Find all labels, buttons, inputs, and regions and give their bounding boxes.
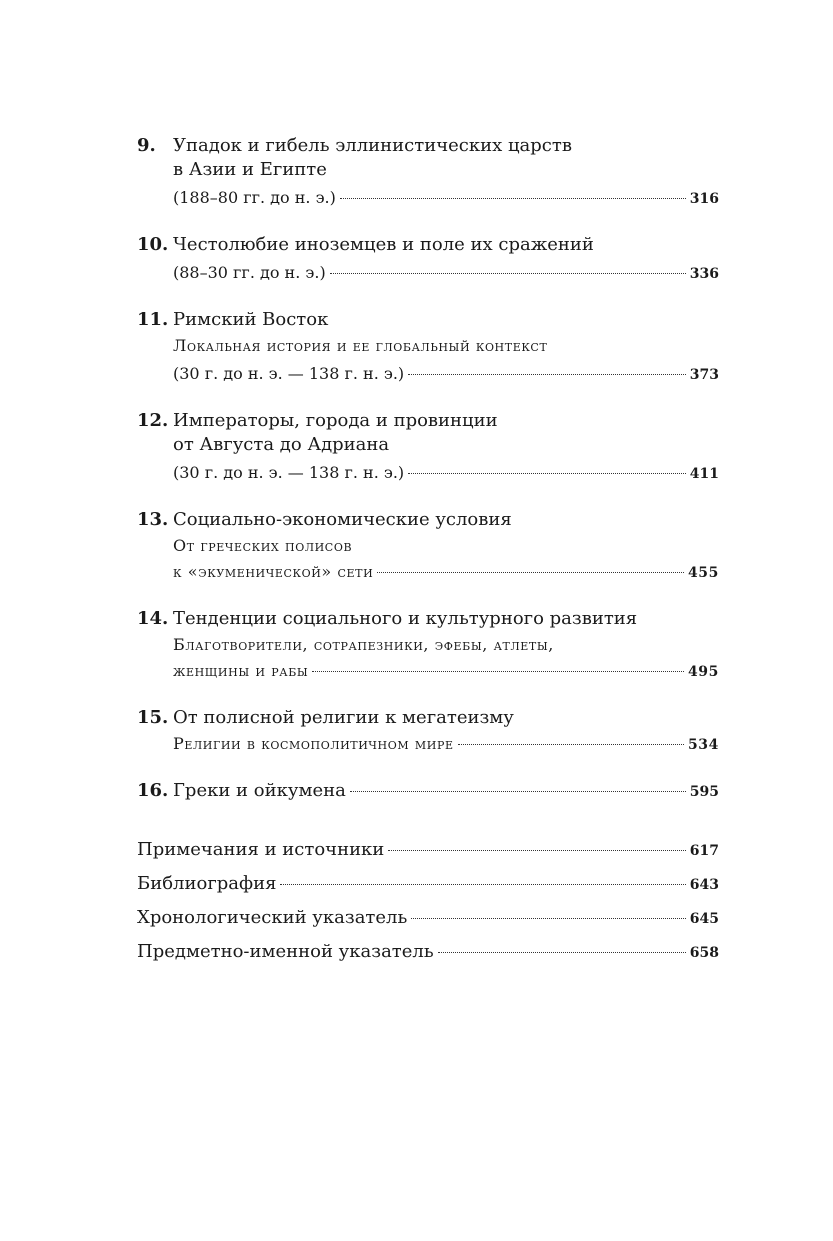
toc-chapter-9[interactable]: [137, 134, 719, 211]
chapter-subtitle-tail: женщины и рабы: [173, 661, 309, 680]
chapter-number: 16.: [137, 780, 169, 801]
chapter-title-line: Социально-экономические условия: [173, 509, 512, 530]
page-number: 411: [689, 466, 719, 482]
chapter-dates: (88–30 гг. до н. э.): [173, 263, 326, 282]
chapter-title-line: Упадок и гибель эллинистических царств: [173, 135, 572, 156]
chapter-dates: (30 г. до н. э. — 138 г. н. э.): [173, 364, 405, 383]
toc-item-bibliography[interactable]: [137, 872, 719, 897]
dot-leader: [312, 670, 684, 672]
page-number: 643: [689, 877, 719, 893]
page-number: 373: [689, 367, 719, 383]
chapter-dates: (30 г. до н. э. — 138 г. н. э.): [173, 463, 405, 482]
chapter-dates: (188–80 гг. до н. э.): [173, 188, 336, 207]
toc-item-notes[interactable]: [137, 838, 719, 863]
page-number: 534: [687, 737, 719, 753]
chapter-number: 14.: [137, 608, 169, 629]
dot-leader: [408, 373, 686, 375]
back-matter-label: Хронологический указатель: [137, 907, 408, 928]
back-matter-label: Примечания и источники: [137, 839, 385, 860]
chapter-title-line: Императоры, города и провинции: [173, 410, 498, 431]
chapter-title-line: в Азии и Египте: [173, 159, 327, 180]
chapter-title-line: Римский Восток: [173, 309, 329, 330]
dot-leader: [408, 472, 686, 474]
dot-leader: [340, 197, 686, 199]
chapter-title-line: От полисной религии к мегатеизму: [173, 707, 514, 728]
page-number: 658: [689, 945, 719, 961]
table-of-contents: [137, 134, 719, 974]
dot-leader: [280, 883, 685, 885]
dot-leader: [388, 849, 685, 851]
chapter-title-line: Греки и ойкумена: [173, 780, 346, 801]
chapter-subtitle: Религии в космополитичном мире: [173, 734, 454, 753]
chapter-number: 10.: [137, 234, 169, 255]
chapter-title-line: Честолюбие иноземцев и поле их сражений: [173, 234, 594, 255]
chapter-title-line: от Августа до Адриана: [173, 434, 390, 455]
chapter-number: 9.: [137, 135, 156, 156]
toc-chapter-12[interactable]: [137, 409, 719, 486]
toc-chapter-10[interactable]: [137, 233, 719, 286]
page-number: 595: [689, 784, 719, 800]
toc-chapter-11[interactable]: [137, 308, 719, 387]
dot-leader: [438, 951, 686, 953]
chapter-number: 13.: [137, 509, 169, 530]
page-number: 617: [689, 843, 719, 859]
chapter-subtitle: Локальная история и ее глобальный контекст: [173, 336, 548, 355]
toc-chapter-16[interactable]: [137, 779, 719, 804]
dot-leader: [458, 743, 684, 745]
chapter-number: 15.: [137, 707, 169, 728]
chapter-subtitle-tail: к «экуменической» сети: [173, 562, 374, 581]
page-number: 316: [689, 191, 719, 207]
dot-leader: [377, 571, 684, 573]
dot-leader: [330, 272, 686, 274]
chapter-title-line: Тенденции социального и культурного развития: [173, 608, 638, 629]
dot-leader: [350, 790, 686, 792]
back-matter-label: Предметно-именной указатель: [137, 941, 434, 962]
chapter-subtitle: От греческих полисов: [173, 536, 353, 555]
page-number: 336: [689, 266, 719, 282]
page-number: 455: [687, 565, 719, 581]
dot-leader: [411, 917, 685, 919]
back-matter: [137, 838, 719, 965]
page-number: 495: [687, 664, 719, 680]
toc-chapter-15[interactable]: [137, 706, 719, 757]
chapter-number: 11.: [137, 309, 169, 330]
page-number: 645: [689, 911, 719, 927]
toc-chapter-14[interactable]: [137, 607, 719, 684]
chapter-subtitle: Благотворители, сотрапезники, эфебы, атлеты,: [173, 635, 554, 654]
chapter-number: 12.: [137, 410, 169, 431]
toc-chapter-13[interactable]: [137, 508, 719, 585]
toc-item-chronology[interactable]: [137, 906, 719, 931]
toc-item-index[interactable]: [137, 940, 719, 965]
back-matter-label: Библиография: [137, 873, 277, 894]
